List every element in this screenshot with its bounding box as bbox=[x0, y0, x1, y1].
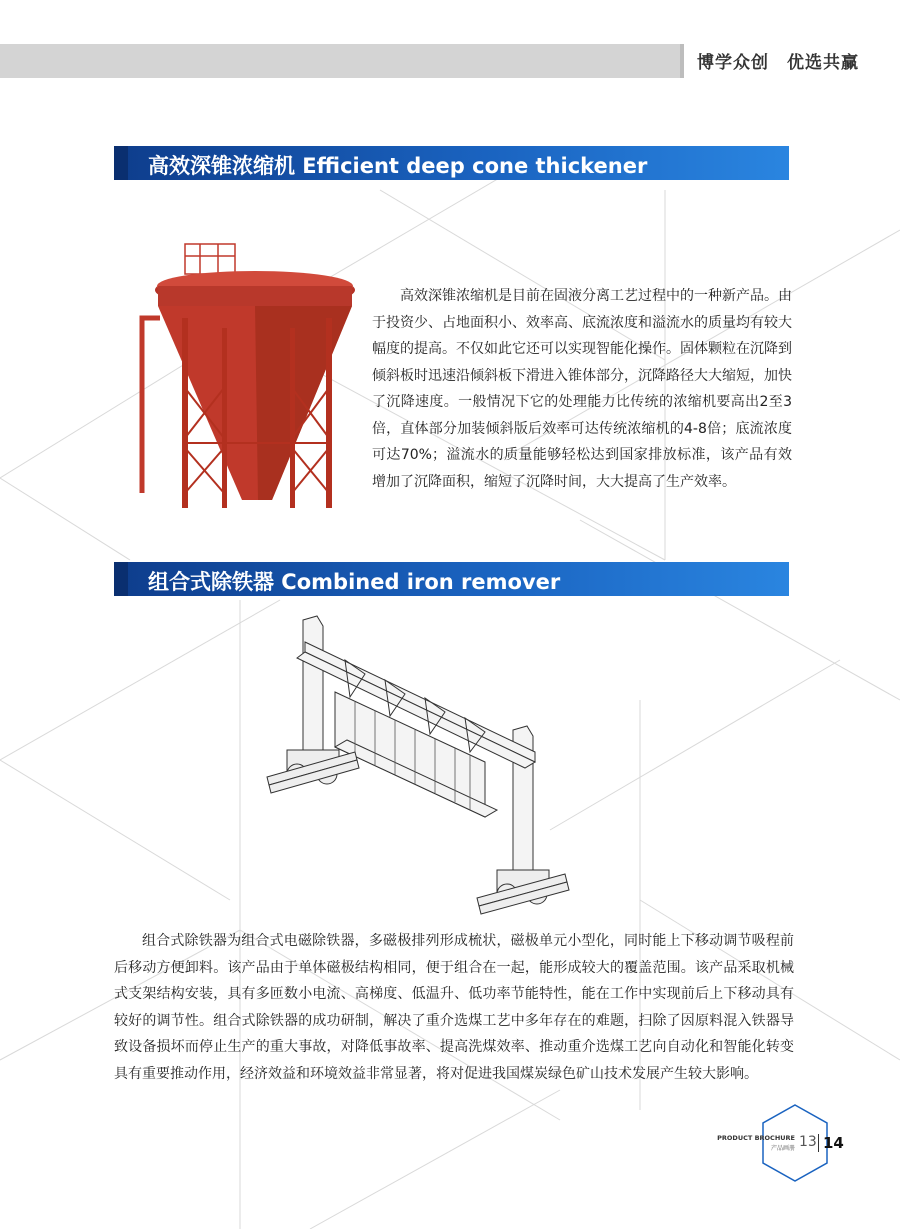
iron-remover-description: 组合式除铁器为组合式电磁除铁器，多磁极排列形成梳状，磁极单元小型化，同时能上下移动调节吸程前后移动方便卸料。该产品由于单体磁极结构相同，便于组合在一起，能形成较大的覆盖范围。该产品采取机械式支架结构安装，具有多匝数小电流、高梯度、低温升、低功率节能特性，能在工作中实现前后上下移动具有较好的调节性。组合式除铁器的成功研制，解决了重介选煤工艺中多年存在的难题，扫除了因原料混入铁器导致设备损坏而停止生产的重大事故，对降低事故率、提高洗煤效率、推动重介选煤工艺向自动化和智能化转变具有重要推动作用，经济效益和环境效益非常显著，将对促进我国煤炭绿色矿山技术发展产生较大影响。 bbox=[114, 933, 794, 1082]
section-title: 高效深锥浓缩机 Efficient deep cone thickener bbox=[148, 154, 648, 178]
page-number-right: 14 bbox=[823, 1134, 844, 1152]
header-band-divider bbox=[680, 44, 684, 78]
section-header-iron-remover bbox=[114, 562, 789, 596]
thickener-description: 高效深锥浓缩机是目前在固液分离工艺过程中的一种新产品。由于投资少、占地面积小、效率高、底流浓度和溢流水的质量均有较大幅度的提高。不仅如此它还可以实现智能化操作。固体颗粒在沉降到倾斜板时迅速沿倾斜板下滑进入锥体部分，沉降路径大大缩短，加快了沉降速度。一般情况下它的处理能力比传统的浓缩机要高出2至3倍，直体部分加装倾斜版后效率可达传统浓缩机的4-8倍；底流浓度可达70%；溢流水的质量能够轻松达到国家排放标准，该产品有效增加了沉降面积，缩短了沉降时间，大大提高了生产效率。 bbox=[372, 288, 792, 490]
section-title: 组合式除铁器 Combined iron remover bbox=[148, 570, 561, 594]
header-band bbox=[0, 44, 680, 78]
brochure-label-cn: 产品画册 bbox=[770, 1145, 795, 1152]
section-header-thickener bbox=[114, 146, 789, 180]
page-number-left: 13 bbox=[799, 1134, 817, 1150]
section-accent bbox=[114, 562, 128, 596]
section-accent bbox=[114, 146, 128, 180]
deep-cone-thickener-image bbox=[130, 238, 365, 510]
brochure-label: PRODUCT BROCHURE bbox=[717, 1134, 795, 1142]
page-number-divider bbox=[818, 1134, 819, 1152]
header-slogan: 博学众创 优选共赢 bbox=[697, 53, 859, 73]
iron-remover-image bbox=[265, 612, 575, 917]
